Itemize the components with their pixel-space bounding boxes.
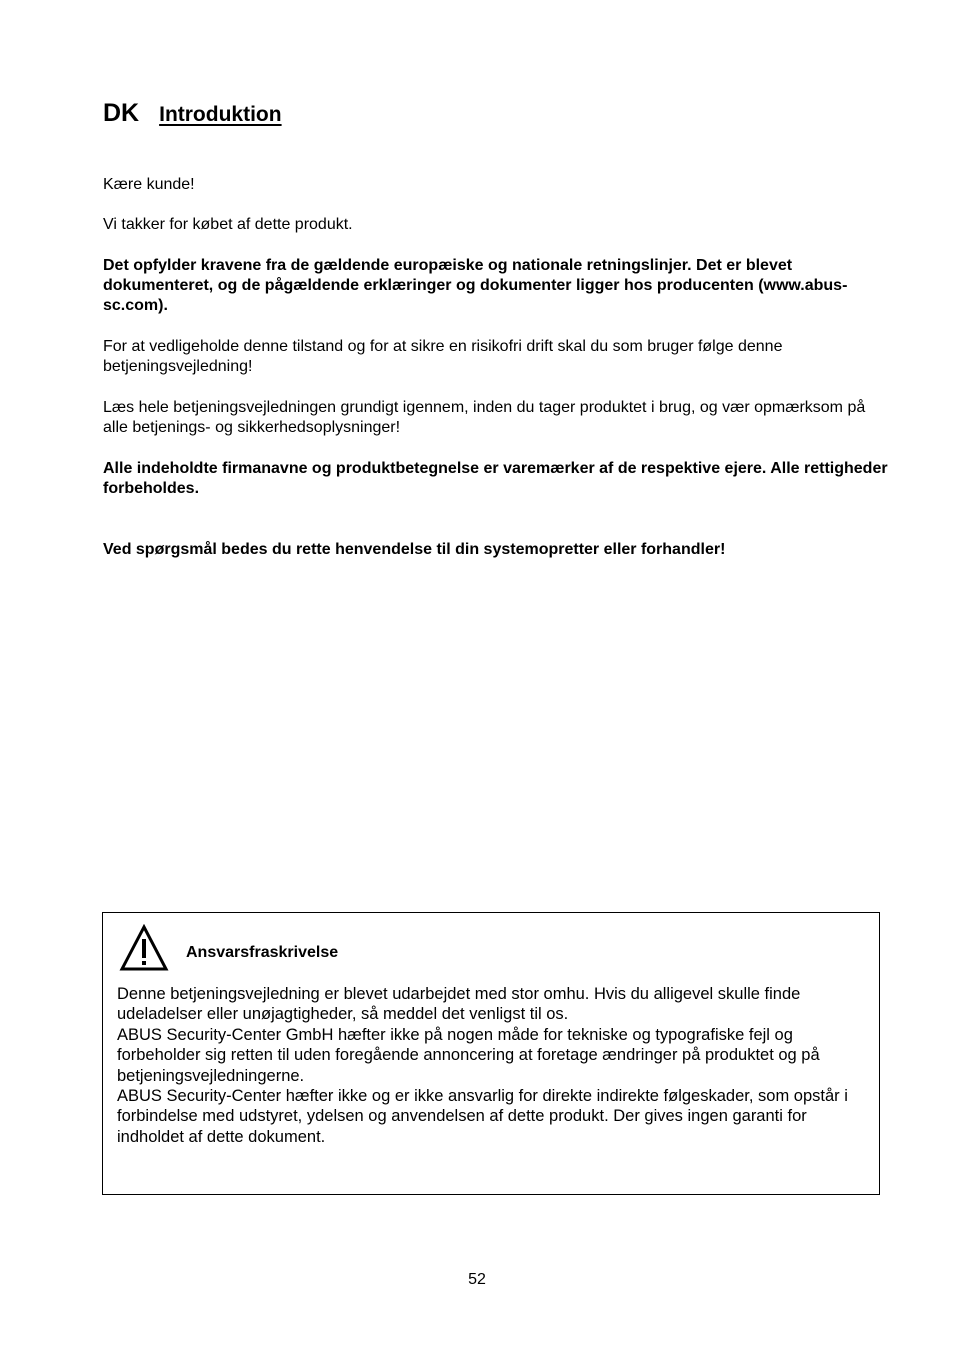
greeting-paragraph: Kære kunde! xyxy=(103,176,195,193)
compliance-paragraph: Det opfylder kravene fra de gældende europæiske og nationale retningslinjer. Det er blevet dokumenteret, og de pågældende erklæringer og dokumenter ligger hos producenten (www.abus-sc.com). xyxy=(103,257,848,314)
disclaimer-text-1: Denne betjeningsvejledning er blevet udarbejdet med stor omhu. Hvis du alligevel skulle finde udeladelser eller unøjagtigheder, så meddel det venligst til os. xyxy=(117,985,801,1024)
maintain-paragraph: For at vedligeholde denne tilstand og for at sikre en risikofri drift skal du som bruger følge denne betjeningsvejledning! xyxy=(103,338,783,375)
disclaimer-text-2: ABUS Security-Center GmbH hæfter ikke på nogen måde for tekniske og typografiske fejl og forbeholder sig retten til uden foregående annoncering at foretage ændringer på produktet og på betjeningsvejledningerne. xyxy=(117,1025,820,1085)
thanks-paragraph: Vi takker for købet af dette produkt. xyxy=(103,216,353,233)
disclaimer-box xyxy=(102,912,880,1195)
disclaimer-text-3: ABUS Security-Center hæfter ikke og er ikke ansvarlig for direkte indirekte følgeskader, som opstår i forbindelse med udstyret, ydelsen og anvendelsen af dette produkt. Der gives ingen garanti for indholdet af dette dokument. xyxy=(117,1087,848,1146)
trademarks-paragraph: Alle indeholdte firmanavne og produktbetegnelse er varemærker af de respektive ejere. Alle rettigheder forbeholdes. xyxy=(103,460,888,497)
warning-triangle-icon xyxy=(119,924,169,972)
page-title: Introduktion xyxy=(159,103,282,126)
page-number: 52 xyxy=(468,1271,486,1288)
page-heading xyxy=(103,99,282,128)
language-code: DK xyxy=(103,99,140,127)
questions-paragraph: Ved spørgsmål bedes du rette henvendelse til din systemopretter eller forhandler! xyxy=(103,541,726,558)
disclaimer-text xyxy=(117,984,872,1147)
disclaimer-title: Ansvarsfraskrivelse xyxy=(186,944,339,961)
read-manual-paragraph: Læs hele betjeningsvejledningen grundigt igennem, inden du tager produktet i brug, og vær opmærksom på alle betjenings- og sikkerhedsoplysninger! xyxy=(103,399,866,436)
